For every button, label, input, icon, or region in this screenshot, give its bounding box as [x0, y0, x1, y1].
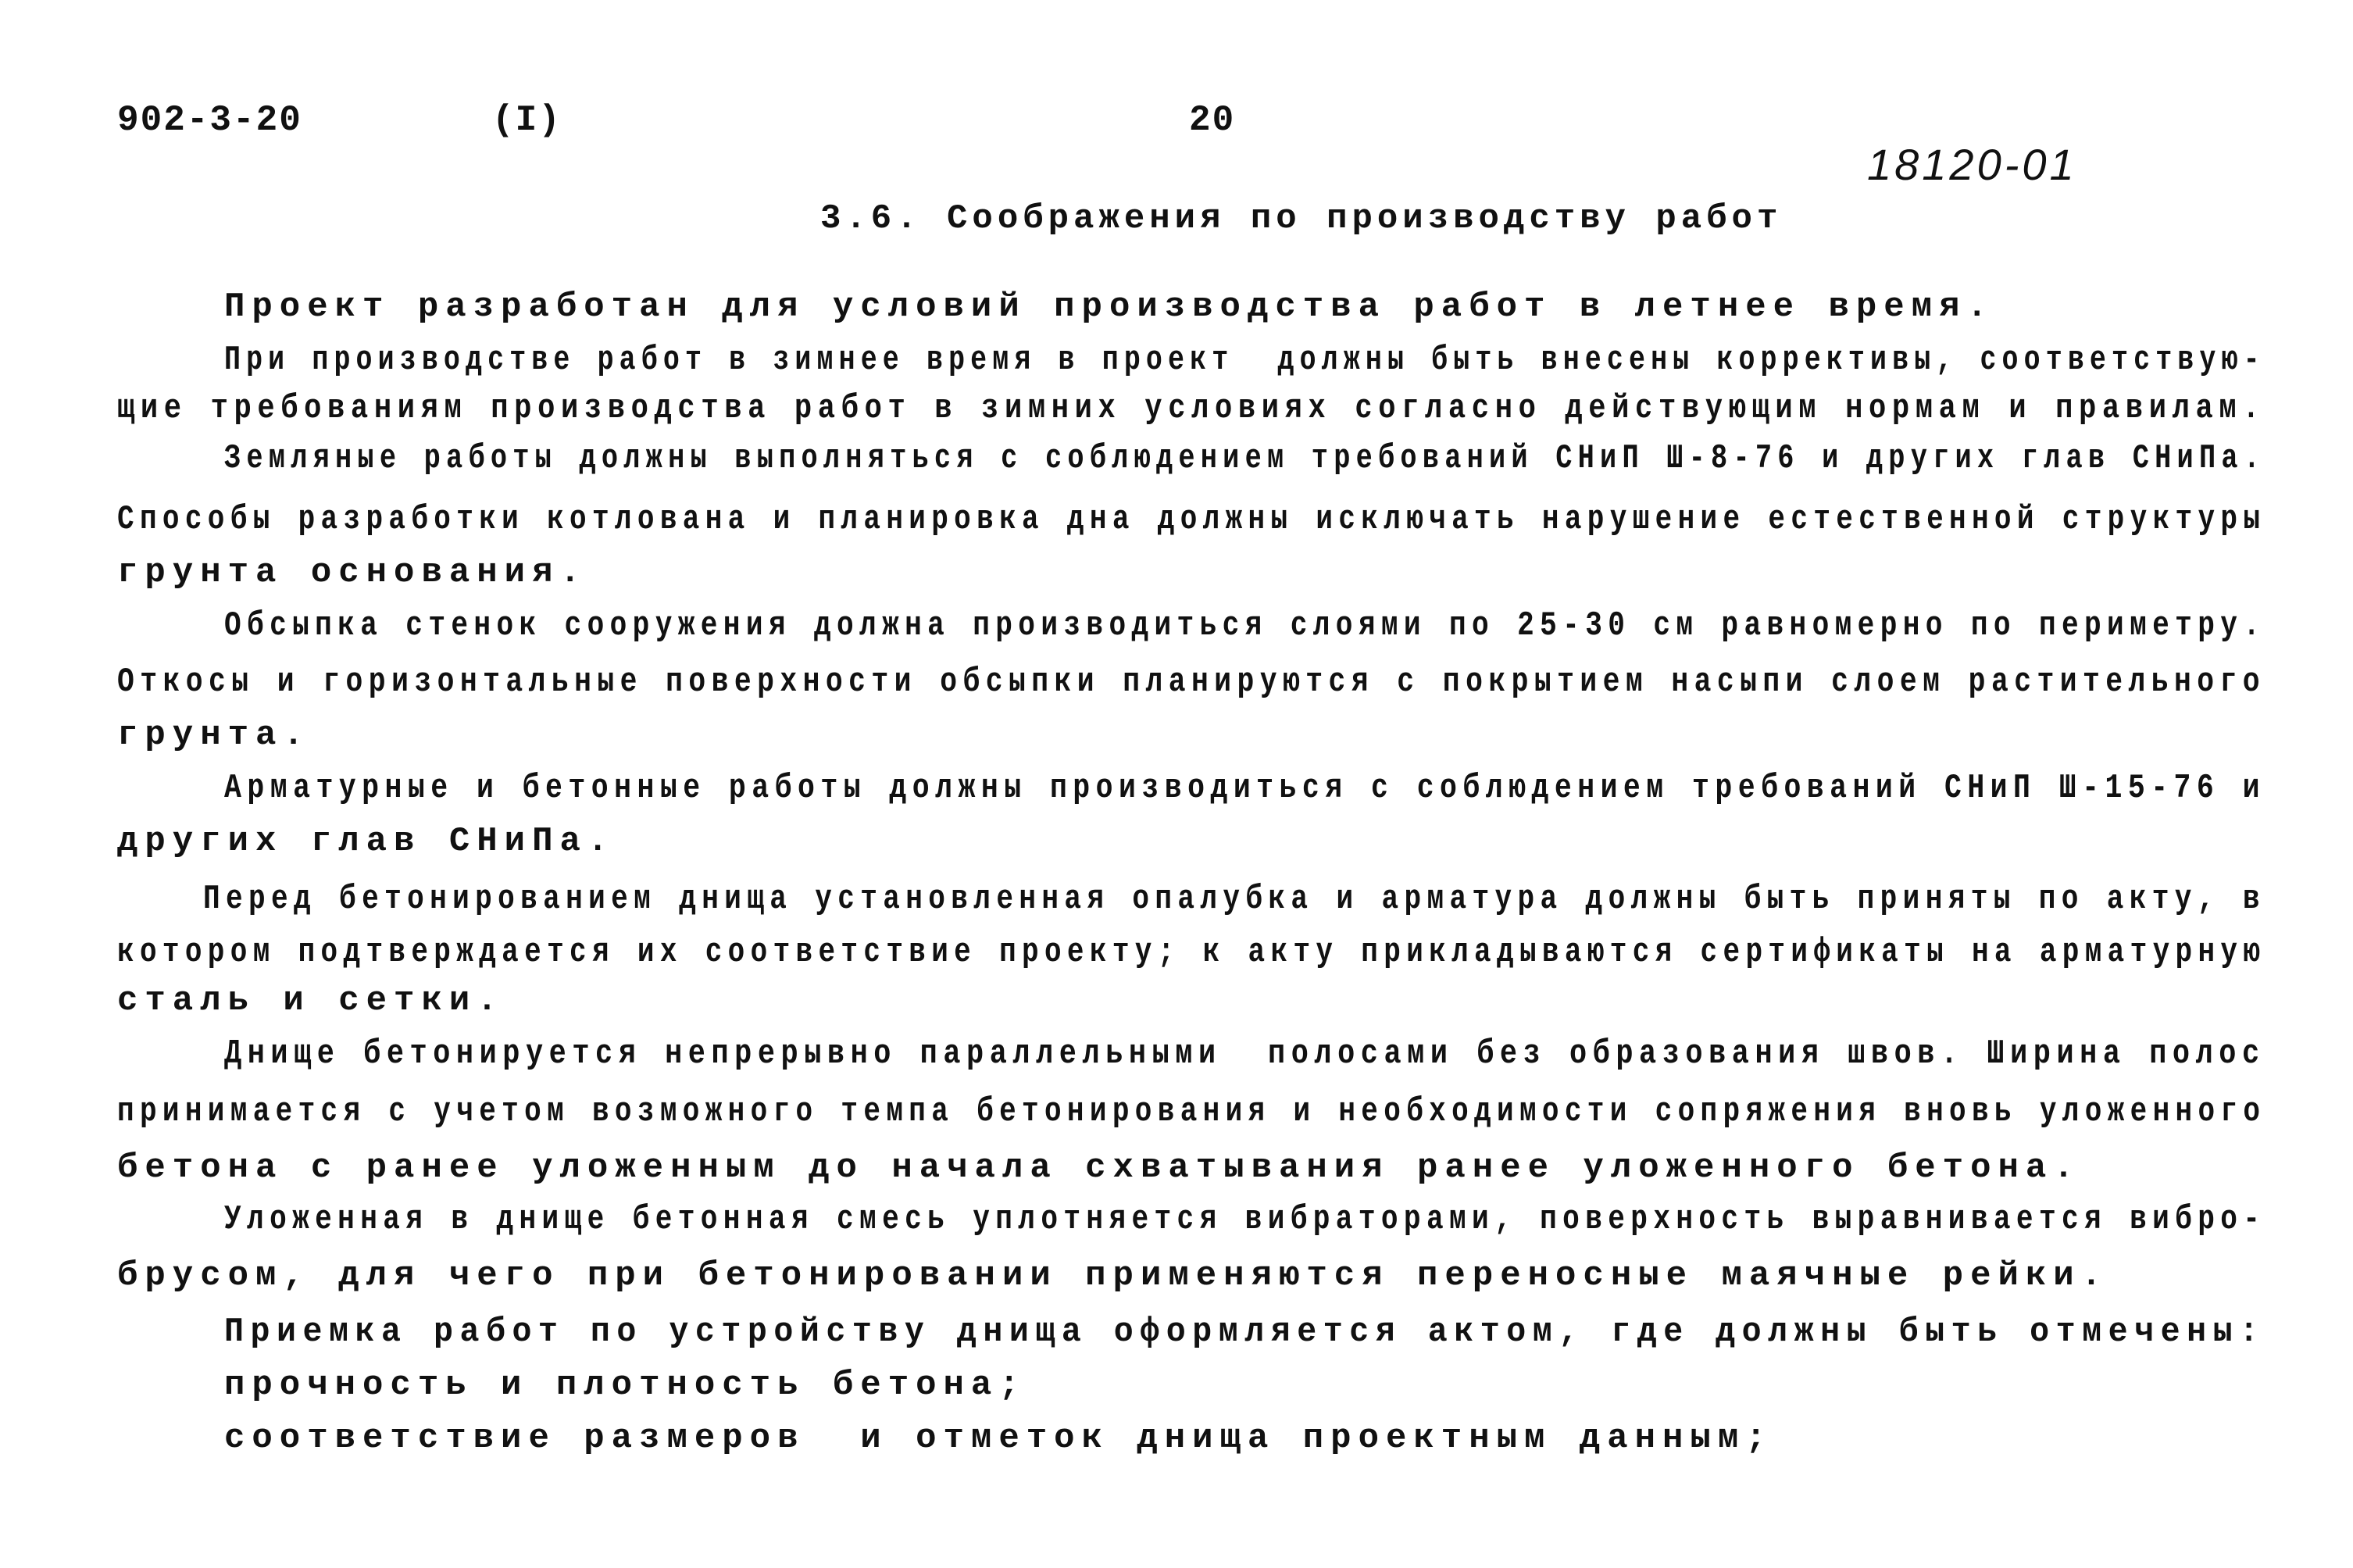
document-number: 902-3-20: [117, 100, 302, 141]
text-line: Обсыпка стенок сооружения должна производиться слоями по 25-30 см равномерно по периметру.: [224, 606, 2266, 645]
text-line: грунта основания.: [117, 553, 587, 592]
text-line: сталь и сетки.: [117, 981, 505, 1020]
text-line: Арматурные и бетонные работы должны производиться с соблюдением требований СНиП Ш-15-76 и: [224, 769, 2266, 808]
text-line: Уложенная в днище бетонная смесь уплотняется вибраторами, поверхность выравнивается вибро-: [224, 1200, 2266, 1239]
text-line: бетона с ранее уложенным до начала схватывания ранее уложенного бетона.: [117, 1148, 2081, 1188]
text-line: Днище бетонируется непрерывно параллельными полосами без образования швов. Ширина полос: [224, 1034, 2266, 1073]
text-line: соответствие размеров и отметок днища проектным данным;: [224, 1419, 1773, 1458]
text-line: прочность и плотность бетона;: [224, 1366, 1027, 1405]
text-line: принимается с учетом возможного темпа бетонирования и необходимости сопряжения вновь уложенного: [117, 1092, 2266, 1131]
text-line: грунта.: [117, 716, 311, 755]
text-line: Земляные работы должны выполняться с соблюдением требований СНиП Ш-8-76 и других глав СНиПа.: [224, 439, 2266, 478]
text-line: брусом, для чего при бетонировании применяются переносные маячные рейки.: [117, 1256, 2109, 1295]
text-line: Приемка работ по устройству днища оформляется актом, где должны быть отмечены:: [224, 1313, 2266, 1352]
handwritten-stamp-number: 18120-01: [1867, 140, 2077, 189]
text-line: других глав СНиПа.: [117, 822, 616, 861]
text-line: Перед бетонированием днища установленная опалубка и арматура должны быть приняты по акту, в: [203, 880, 2266, 919]
text-line: При производстве работ в зимнее время в проект должны быть внесены коррективы, соответствую-: [224, 341, 2266, 380]
section-title: 3.6. Соображения по производству работ: [820, 199, 1783, 238]
text-line: Способы разработки котлована и планировка дна должны исключать нарушение естественной структуры: [117, 500, 2266, 539]
text-line: щие требованиям производства работ в зимних условиях согласно действующим нормам и правилам.: [117, 389, 2266, 428]
text-line: Проект разработан для условий производства работ в летнее время.: [224, 288, 1994, 327]
volume-number: (I): [492, 100, 562, 141]
text-line: Откосы и горизонтальные поверхности обсыпки планируются с покрытием насыпи слоем растительного: [117, 663, 2266, 702]
text-line: котором подтверждается их соответствие проекту; к акту прикладываются сертификаты на арматурную: [117, 933, 2266, 972]
page-number: 20: [1189, 100, 1236, 141]
